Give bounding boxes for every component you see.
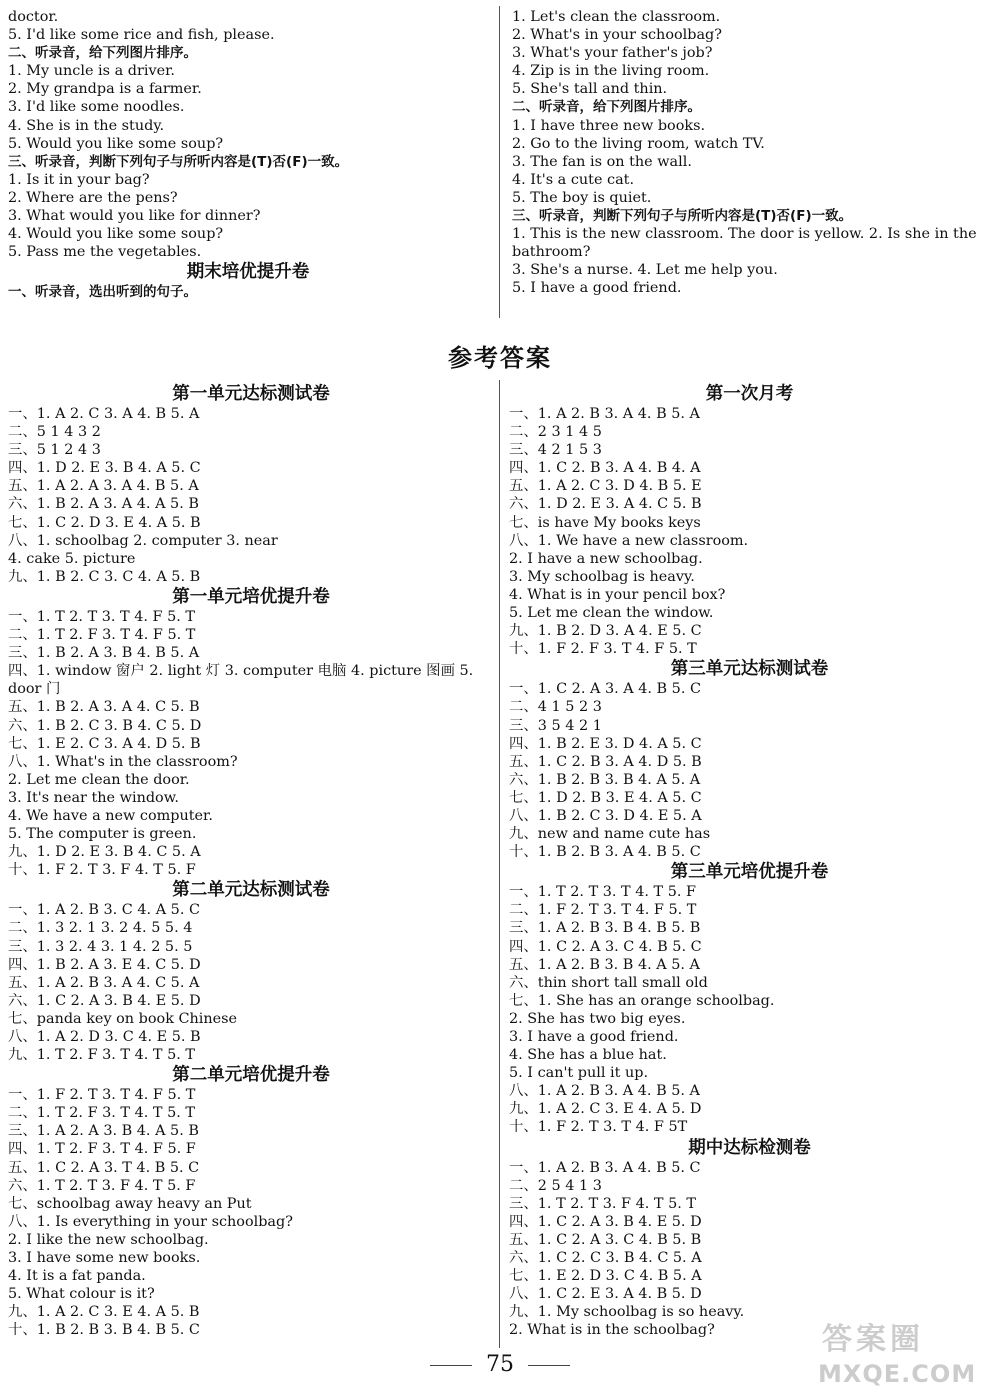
footer-dash-right — [528, 1365, 570, 1366]
column-divider-top — [499, 6, 500, 318]
text-line: 二、1. T 2. F 3. T 4. T 5. T — [8, 1105, 195, 1122]
text-line: 2. What is in the schoolbag? — [509, 1322, 715, 1339]
text-line: 5. Would you like some soup? — [8, 135, 224, 152]
column-divider-bottom — [499, 380, 500, 1348]
listening-script-right-column — [512, 8, 990, 298]
section-heading: 第三单元培优提升卷 — [670, 862, 829, 883]
text-line: 二、4 1 5 2 3 — [509, 699, 602, 716]
text-line: 1. My uncle is a driver. — [8, 63, 175, 80]
text-line: 4. cake 5. picture — [8, 550, 136, 567]
text-line: 五、1. B 2. A 3. A 4. C 5. B — [8, 699, 200, 716]
text-line: 九、1. My schoolbag is so heavy. — [509, 1304, 745, 1321]
answer-key-title: 参考答案 — [448, 344, 552, 372]
text-line: 2. Let me clean the door. — [8, 771, 190, 788]
text-line: 一、1. A 2. B 3. A 4. B 5. A — [509, 406, 700, 422]
footer-dash-left — [430, 1365, 472, 1366]
text-line: 七、1. She has an orange schoolbag. — [509, 992, 775, 1009]
text-line: 五、1. C 2. A 3. C 4. B 5. B — [509, 1231, 702, 1248]
answer-key-right-column — [509, 383, 990, 1340]
text-line: 六、1. D 2. E 3. A 4. C 5. B — [509, 496, 702, 513]
text-line: 4. It is a fat panda. — [8, 1268, 146, 1285]
text-line: 一、1. T 2. T 3. T 4. F 5. T — [8, 608, 195, 625]
text-line: 三、1. 3 2. 4 3. 1 4. 2 5. 5 — [8, 938, 193, 955]
section-heading: 第二单元达标测试卷 — [172, 880, 330, 901]
text-line: 二、2 5 4 1 3 — [509, 1177, 602, 1194]
text-line: 十、1. F 2. T 3. F 4. T 5. F — [8, 862, 196, 879]
watermark-top-text: 答案圈 — [822, 1322, 924, 1357]
text-line: 四、1. window 窗户 2. light 灯 3. computer 电脑 4. picture 图画 5. door 门 — [8, 663, 474, 698]
text-line: 二、1. F 2. T 3. T 4. F 5. T — [509, 902, 697, 919]
text-line: 四、1. C 2. B 3. A 4. B 4. A — [509, 460, 701, 477]
text-line: 5. The boy is quiet. — [512, 189, 652, 206]
text-line: 八、1. A 2. D 3. C 4. E 5. B — [8, 1029, 201, 1045]
text-line: 八、1. A 2. B 3. A 4. B 5. A — [509, 1083, 700, 1100]
text-line: 四、1. T 2. F 3. T 4. F 5. F — [8, 1141, 196, 1158]
text-line: 九、1. A 2. C 3. E 4. A 5. D — [509, 1101, 702, 1118]
text-line: 十、1. B 2. B 3. B 4. B 5. C — [8, 1322, 200, 1339]
text-line: 九、1. A 2. C 3. E 4. A 5. B — [8, 1304, 200, 1321]
text-line: 3. I have some new books. — [8, 1250, 201, 1267]
text-line: 3. I'd like some noodles. — [8, 99, 185, 116]
section-heading: 期中达标检测卷 — [688, 1137, 811, 1158]
text-line: 5. I can't pull it up. — [509, 1065, 649, 1082]
text-line: 七、1. C 2. D 3. E 4. A 5. B — [8, 514, 201, 531]
text-line: 三、1. T 2. T 3. F 4. T 5. T — [509, 1195, 696, 1212]
text-line: 一、1. A 2. B 3. C 4. A 5. C — [8, 902, 200, 919]
text-line: 1. Let's clean the classroom. — [512, 9, 721, 25]
text-line: 二、1. T 2. F 3. T 4. F 5. T — [8, 627, 196, 644]
question-instruction: 一、听录音，选出听到的句子。 — [8, 284, 197, 301]
listening-script-left-column — [8, 8, 488, 301]
text-line: 三、1. A 2. B 3. B 4. B 5. B — [509, 920, 701, 937]
text-line: 2. I have a new schoolbag. — [509, 550, 703, 567]
text-line: 九、1. B 2. D 3. A 4. E 5. C — [509, 623, 702, 640]
text-line: 3. What would you like for dinner? — [8, 208, 261, 225]
question-instruction: 二、听录音，给下列图片排序。 — [8, 45, 197, 62]
text-line: 五、1. C 2. B 3. A 4. D 5. B — [509, 753, 702, 770]
text-line: 九、new and name cute has — [509, 826, 711, 843]
text-line: 4. We have a new computer. — [8, 807, 213, 824]
text-line: 5. What colour is it? — [8, 1286, 155, 1303]
text-line: 二、2 3 1 4 5 — [509, 424, 602, 441]
text-line: 3. What's your father's job? — [512, 45, 713, 62]
text-line: 六、1. C 2. C 3. B 4. C 5. A — [509, 1250, 702, 1267]
site-watermark-logo — [806, 1310, 996, 1396]
text-line: 3. It's near the window. — [8, 789, 179, 806]
section-heading: 第三单元达标测试卷 — [670, 659, 829, 680]
text-line: 八、1. B 2. C 3. D 4. E 5. A — [509, 807, 702, 824]
text-line: 七、1. D 2. B 3. E 4. A 5. C — [509, 789, 702, 806]
text-line: 三、4 2 1 5 3 — [509, 442, 602, 459]
text-line: 2. Where are the pens? — [8, 189, 178, 206]
text-line: 四、1. C 2. A 3. B 4. E 5. D — [509, 1213, 702, 1230]
text-line: 五、1. C 2. A 3. T 4. B 5. C — [8, 1159, 200, 1176]
text-line: 4. Zip is in the living room. — [512, 63, 710, 80]
answer-key-left-column — [8, 383, 494, 1340]
text-line: 一、1. T 2. T 3. T 4. T 5. F — [509, 884, 696, 901]
text-line: 1. I have three new books. — [512, 117, 706, 134]
question-instruction: 三、听录音，判断下列句子与所听内容是(T)否(F)一致。 — [8, 153, 349, 170]
text-line: 七、panda key on book Chinese — [8, 1010, 238, 1027]
text-line: doctor. — [8, 9, 59, 25]
text-line: 七、schoolbag away heavy an Put — [8, 1195, 252, 1212]
text-line: 2. Go to the living room, watch TV. — [512, 135, 765, 152]
text-line: 4. What is in your pencil box? — [509, 586, 726, 603]
section-heading: 第一单元培优提升卷 — [172, 586, 330, 607]
text-line: 三、5 1 2 4 3 — [8, 442, 101, 459]
text-line: 5. She's tall and thin. — [512, 81, 668, 98]
text-line: 1. This is the new classroom. The door is yellow. 2. Is she in the bathroom? — [512, 226, 977, 261]
text-line: 九、1. T 2. F 3. T 4. T 5. T — [8, 1047, 195, 1064]
text-line: 五、1. A 2. B 3. A 4. C 5. A — [8, 974, 200, 991]
text-line: 4. It's a cute cat. — [512, 171, 635, 188]
text-line: 5. Let me clean the window. — [509, 605, 714, 622]
text-line: 七、1. E 2. D 3. C 4. B 5. A — [509, 1268, 702, 1285]
text-line: 2. What's in your schoolbag? — [512, 27, 722, 44]
text-line: 三、3 5 4 2 1 — [509, 717, 602, 734]
page-number: 75 — [486, 1352, 514, 1377]
text-line: 四、1. B 2. A 3. E 4. C 5. D — [8, 956, 201, 973]
text-line: 三、1. B 2. A 3. B 4. B 5. A — [8, 645, 200, 662]
text-line: 十、1. B 2. B 3. A 4. B 5. C — [509, 844, 701, 861]
text-line: 5. I'd like some rice and fish, please. — [8, 27, 275, 44]
text-line: 六、1. B 2. C 3. B 4. C 5. D — [8, 717, 202, 734]
text-line: 八、1. We have a new classroom. — [509, 532, 749, 549]
text-line: 十、1. F 2. T 3. T 4. F 5T — [509, 1119, 688, 1136]
text-line: 六、1. C 2. A 3. B 4. E 5. D — [8, 992, 201, 1009]
text-line: 5. Pass me the vegetables. — [8, 244, 202, 261]
text-line: 九、1. D 2. E 3. B 4. C 5. A — [8, 844, 201, 861]
text-line: 一、1. A 2. B 3. A 4. B 5. C — [509, 1159, 701, 1176]
text-line: 五、1. A 2. C 3. D 4. B 5. E — [509, 478, 702, 495]
text-line: 4. She has a blue hat. — [509, 1047, 667, 1064]
question-instruction: 三、听录音，判断下列句子与所听内容是(T)否(F)一致。 — [512, 208, 853, 225]
text-line: 3. The fan is on the wall. — [512, 153, 692, 170]
watermark-bottom-text: MXQE.COM — [818, 1360, 977, 1388]
text-line: 九、1. B 2. C 3. C 4. A 5. B — [8, 568, 201, 585]
text-line: 4. She is in the study. — [8, 117, 165, 134]
text-line: 一、1. C 2. A 3. A 4. B 5. C — [509, 681, 701, 698]
text-line: 二、1. 3 2. 1 3. 2 4. 5 5. 4 — [8, 920, 193, 937]
text-line: 七、1. E 2. C 3. A 4. D 5. B — [8, 735, 201, 752]
section-heading: 第一单元达标测试卷 — [172, 384, 330, 404]
section-heading: 期末培优提升卷 — [186, 262, 310, 283]
text-line: 一、1. F 2. T 3. T 4. F 5. T — [8, 1087, 196, 1104]
text-line: 四、1. B 2. E 3. D 4. A 5. C — [509, 735, 702, 752]
text-line: 七、is have My books keys — [509, 514, 701, 531]
text-line: 二、5 1 4 3 2 — [8, 424, 101, 441]
section-heading: 第二单元培优提升卷 — [172, 1065, 330, 1086]
text-line: 2. My grandpa is a farmer. — [8, 81, 202, 98]
text-line: 六、thin short tall small old — [509, 974, 708, 991]
text-line: 3. I have a good friend. — [509, 1029, 679, 1045]
text-line: 1. Is it in your bag? — [8, 171, 150, 188]
question-instruction: 二、听录音，给下列图片排序。 — [512, 99, 701, 116]
section-heading: 第一次月考 — [705, 384, 794, 404]
text-line: 六、1. B 2. A 3. A 4. A 5. B — [8, 496, 199, 513]
text-line: 八、1. schoolbag 2. computer 3. near — [8, 532, 278, 549]
text-line: 六、1. T 2. T 3. F 4. T 5. F — [8, 1177, 196, 1194]
text-line: 2. She has two big eyes. — [509, 1010, 686, 1027]
text-line: 2. I like the new schoolbag. — [8, 1231, 209, 1248]
text-line: 四、1. C 2. A 3. C 4. B 5. C — [509, 938, 702, 955]
text-line: 一、1. A 2. C 3. A 4. B 5. A — [8, 406, 200, 422]
text-line: 4. Would you like some soup? — [8, 226, 224, 243]
text-line: 三、1. A 2. A 3. B 4. A 5. B — [8, 1123, 199, 1140]
text-line: 八、1. Is everything in your schoolbag? — [8, 1213, 293, 1230]
text-line: 八、1. What's in the classroom? — [8, 753, 238, 770]
text-line: 3. She's a nurse. 4. Let me help you. — [512, 262, 778, 279]
text-line: 八、1. C 2. E 3. A 4. B 5. D — [509, 1286, 702, 1303]
text-line: 六、1. B 2. B 3. B 4. A 5. A — [509, 771, 701, 788]
text-line: 五、1. A 2. B 3. B 4. A 5. A — [509, 956, 700, 973]
text-line: 5. I have a good friend. — [512, 280, 682, 297]
text-line: 五、1. A 2. A 3. A 4. B 5. A — [8, 478, 199, 495]
text-line: 四、1. D 2. E 3. B 4. A 5. C — [8, 460, 201, 477]
text-line: 十、1. F 2. F 3. T 4. F 5. T — [509, 641, 697, 658]
text-line: 5. The computer is green. — [8, 826, 197, 843]
text-line: 3. My schoolbag is heavy. — [509, 568, 695, 585]
